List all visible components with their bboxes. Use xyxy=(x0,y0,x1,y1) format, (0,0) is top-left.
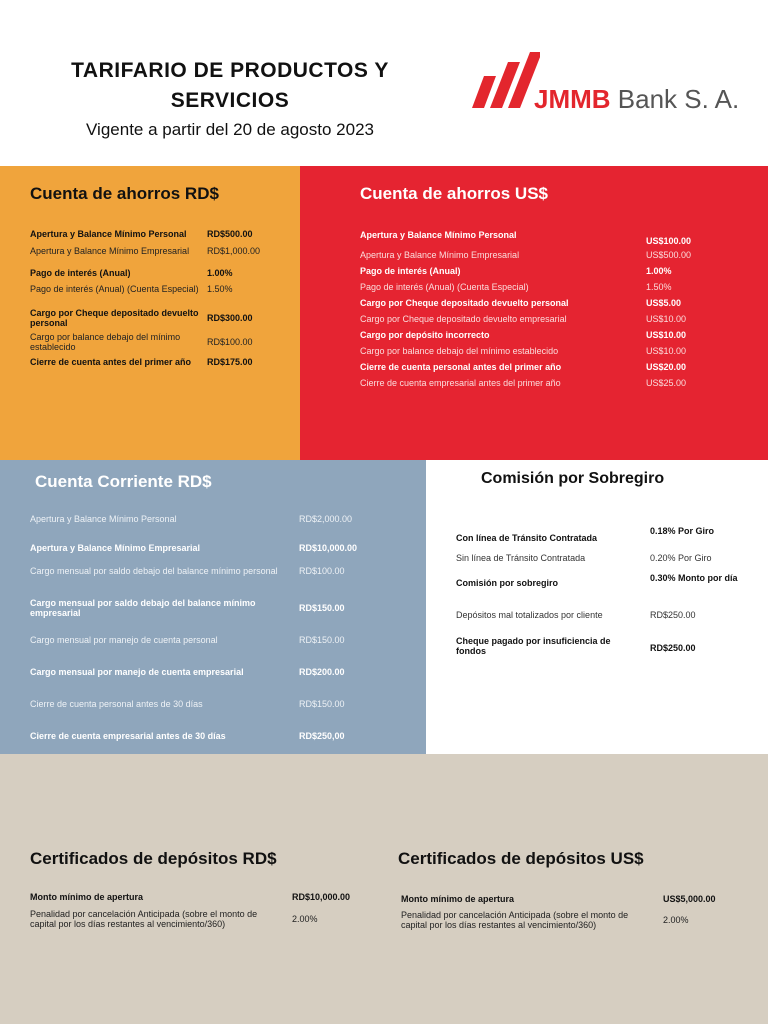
fee-value: RD$100.00 xyxy=(207,337,253,347)
fee-label: Con línea de Tránsito Contratada xyxy=(456,533,598,543)
fee-label: Pago de interés (Anual) xyxy=(360,266,461,276)
fee-value: 1.00% xyxy=(207,268,233,278)
fee-value: RD$300.00 xyxy=(207,313,253,323)
fee-label: Apertura y Balance Mínimo Personal xyxy=(360,230,517,240)
fee-row xyxy=(30,699,420,709)
fee-label: Penalidad por cancelación Anticipada (sobre el monto de capital por los días restantes al vencimiento/360) xyxy=(30,909,258,929)
fee-label: Apertura y Balance Mínimo Empresarial xyxy=(30,543,201,553)
fee-value: US$100.00 xyxy=(646,236,692,246)
fee-row xyxy=(360,296,760,310)
fee-value: RD$200.00 xyxy=(299,667,345,677)
header xyxy=(0,0,768,166)
fee-label: Cheque pagado por insuficiencia de fondos xyxy=(456,636,611,656)
fee-row xyxy=(30,246,290,256)
fee-value: 1.50% xyxy=(207,284,233,294)
fee-row xyxy=(30,635,420,645)
bank-logo xyxy=(470,48,750,120)
fee-label: Cierre de cuenta empresarial antes del primer año xyxy=(360,378,561,388)
fee-row xyxy=(30,566,420,576)
document-subtitle: Vigente a partir del 20 de agosto 2023 xyxy=(86,120,374,139)
fee-row xyxy=(30,598,420,618)
fee-value: RD$175.00 xyxy=(207,357,253,367)
fee-label: Comisión por sobregiro xyxy=(456,578,559,588)
fee-row xyxy=(30,909,370,929)
fee-value: RD$250.00 xyxy=(650,643,696,653)
fee-label: Cargo mensual por manejo de cuenta empresarial xyxy=(30,667,244,677)
title-line-1: TARIFARIO DE PRODUCTOS Y xyxy=(71,59,389,82)
fee-value: US$10.00 xyxy=(646,314,687,324)
fee-row xyxy=(360,328,760,342)
fee-value: 1.50% xyxy=(646,282,672,292)
overdraft-title: Comisión por Sobregiro xyxy=(481,470,665,487)
fee-row xyxy=(360,376,760,390)
logo-brand: JMMB xyxy=(534,84,611,114)
document-title xyxy=(20,56,440,116)
fee-label: Apertura y Balance Mínimo Empresarial xyxy=(30,246,190,256)
logo-wordmark xyxy=(534,84,739,115)
fee-value: RD$100.00 xyxy=(299,566,345,576)
fee-row xyxy=(360,280,760,294)
fee-label: Cargo por depósito incorrecto xyxy=(360,330,490,340)
fee-label: Cargo mensual por saldo debajo del balance mínimo empresarial xyxy=(30,598,256,618)
overdraft-panel xyxy=(426,460,768,754)
cert-us-title: Certificados de depósitos US$ xyxy=(398,849,644,868)
fee-label: Penalidad por cancelación Anticipada (sobre el monto de capital por los días restantes al vencimiento/360) xyxy=(401,910,629,930)
fee-row xyxy=(401,894,741,904)
fee-value: RD$500.00 xyxy=(207,229,253,239)
fee-value: US$5,000.00 xyxy=(663,894,716,904)
fee-label: Monto mínimo de apertura xyxy=(401,894,515,904)
fee-label: Pago de interés (Anual) xyxy=(30,268,131,278)
fee-value: RD$150.00 xyxy=(299,699,345,709)
fee-row xyxy=(456,526,756,543)
fee-label: Apertura y Balance Mínimo Personal xyxy=(30,514,177,524)
fee-value: 1.00% xyxy=(646,266,672,276)
fee-row xyxy=(456,636,756,656)
fee-row xyxy=(401,910,741,930)
fee-label: Cargo por Cheque depositado devuelto personal xyxy=(360,298,569,308)
fee-label: Depósitos mal totalizados por cliente xyxy=(456,610,603,620)
fee-value: US$25.00 xyxy=(646,378,687,388)
fee-label: Cierre de cuenta antes del primer año xyxy=(30,357,192,367)
fee-value: US$10.00 xyxy=(646,330,687,340)
cert-rd-title: Certificados de depósitos RD$ xyxy=(30,849,277,868)
savings-us-panel xyxy=(300,166,768,460)
fee-label: Apertura y Balance Mínimo Personal xyxy=(30,229,187,239)
fee-label: Cargo mensual por saldo debajo del balance mínimo personal xyxy=(30,566,278,576)
fee-label: Cargo mensual por manejo de cuenta personal xyxy=(30,635,218,645)
fee-row xyxy=(30,332,290,352)
fee-row xyxy=(30,308,290,328)
fee-row xyxy=(30,543,420,553)
fee-row xyxy=(30,667,420,677)
fee-row xyxy=(30,268,290,278)
logo-suffix: Bank S. A. xyxy=(617,84,740,114)
fee-row xyxy=(360,344,760,358)
fee-value: RD$10,000.00 xyxy=(299,543,358,553)
fee-label: Cierre de cuenta personal antes del primer año xyxy=(360,362,562,372)
logo-stripes-icon xyxy=(470,48,540,112)
fee-value: 0.18% Por Giro xyxy=(650,526,715,536)
fee-row xyxy=(30,284,290,294)
savings-rd-panel xyxy=(0,166,300,460)
fee-value: RD$1,000.00 xyxy=(207,246,261,256)
savings-us-title: Cuenta de ahorros US$ xyxy=(360,184,548,203)
fee-row xyxy=(30,229,290,239)
fee-value: US$20.00 xyxy=(646,362,687,372)
fee-row xyxy=(360,312,760,326)
fee-value: 0.30% Monto por día xyxy=(650,573,738,583)
fee-value: RD$2,000.00 xyxy=(299,514,353,524)
fee-value: RD$150.00 xyxy=(299,635,345,645)
fee-row xyxy=(456,610,756,620)
fee-value: 2.00% xyxy=(292,914,318,924)
savings-rd-title: Cuenta de ahorros RD$ xyxy=(30,184,219,203)
fee-row xyxy=(360,264,760,278)
fee-row xyxy=(360,228,760,246)
fee-value: 0.20% Por Giro xyxy=(650,553,712,563)
fee-value: RD$250.00 xyxy=(650,610,696,620)
fee-label: Cargo por Cheque depositado devuelto personal xyxy=(30,308,199,328)
fee-label: Monto mínimo de apertura xyxy=(30,892,144,902)
fee-label: Pago de interés (Anual) (Cuenta Especial) xyxy=(360,282,529,292)
fee-label: Cargo por balance debajo del mínimo establecido xyxy=(30,332,181,352)
fee-row xyxy=(360,248,760,262)
certificates-panel xyxy=(0,754,768,1024)
fee-value: RD$250,00 xyxy=(299,731,345,741)
fee-label: Cierre de cuenta empresarial antes de 30 días xyxy=(30,731,226,741)
fee-value: RD$10,000.00 xyxy=(292,892,351,902)
fee-value: RD$150.00 xyxy=(299,603,345,613)
fee-row xyxy=(456,573,756,588)
fee-row xyxy=(360,360,760,374)
fee-value: US$5.00 xyxy=(646,298,682,308)
fee-value: 2.00% xyxy=(663,915,689,925)
fee-row xyxy=(456,553,756,563)
fee-row xyxy=(30,357,290,367)
fee-label: Sin línea de Tránsito Contratada xyxy=(456,553,586,563)
fee-label: Cargo por Cheque depositado devuelto empresarial xyxy=(360,314,567,324)
checking-rd-panel xyxy=(0,460,426,754)
fee-row xyxy=(30,731,420,741)
fee-label: Cierre de cuenta personal antes de 30 días xyxy=(30,699,203,709)
fee-label: Pago de interés (Anual) (Cuenta Especial) xyxy=(30,284,199,294)
checking-rd-title: Cuenta Corriente RD$ xyxy=(35,472,212,491)
fee-value: US$10.00 xyxy=(646,346,687,356)
fee-row xyxy=(30,514,420,524)
title-line-2: SERVICIOS xyxy=(170,89,290,112)
fee-label: Cargo por balance debajo del mínimo establecido xyxy=(360,346,559,356)
fee-label: Apertura y Balance Mínimo Empresarial xyxy=(360,250,520,260)
fee-value: US$500.00 xyxy=(646,250,692,260)
fee-row xyxy=(30,892,370,902)
